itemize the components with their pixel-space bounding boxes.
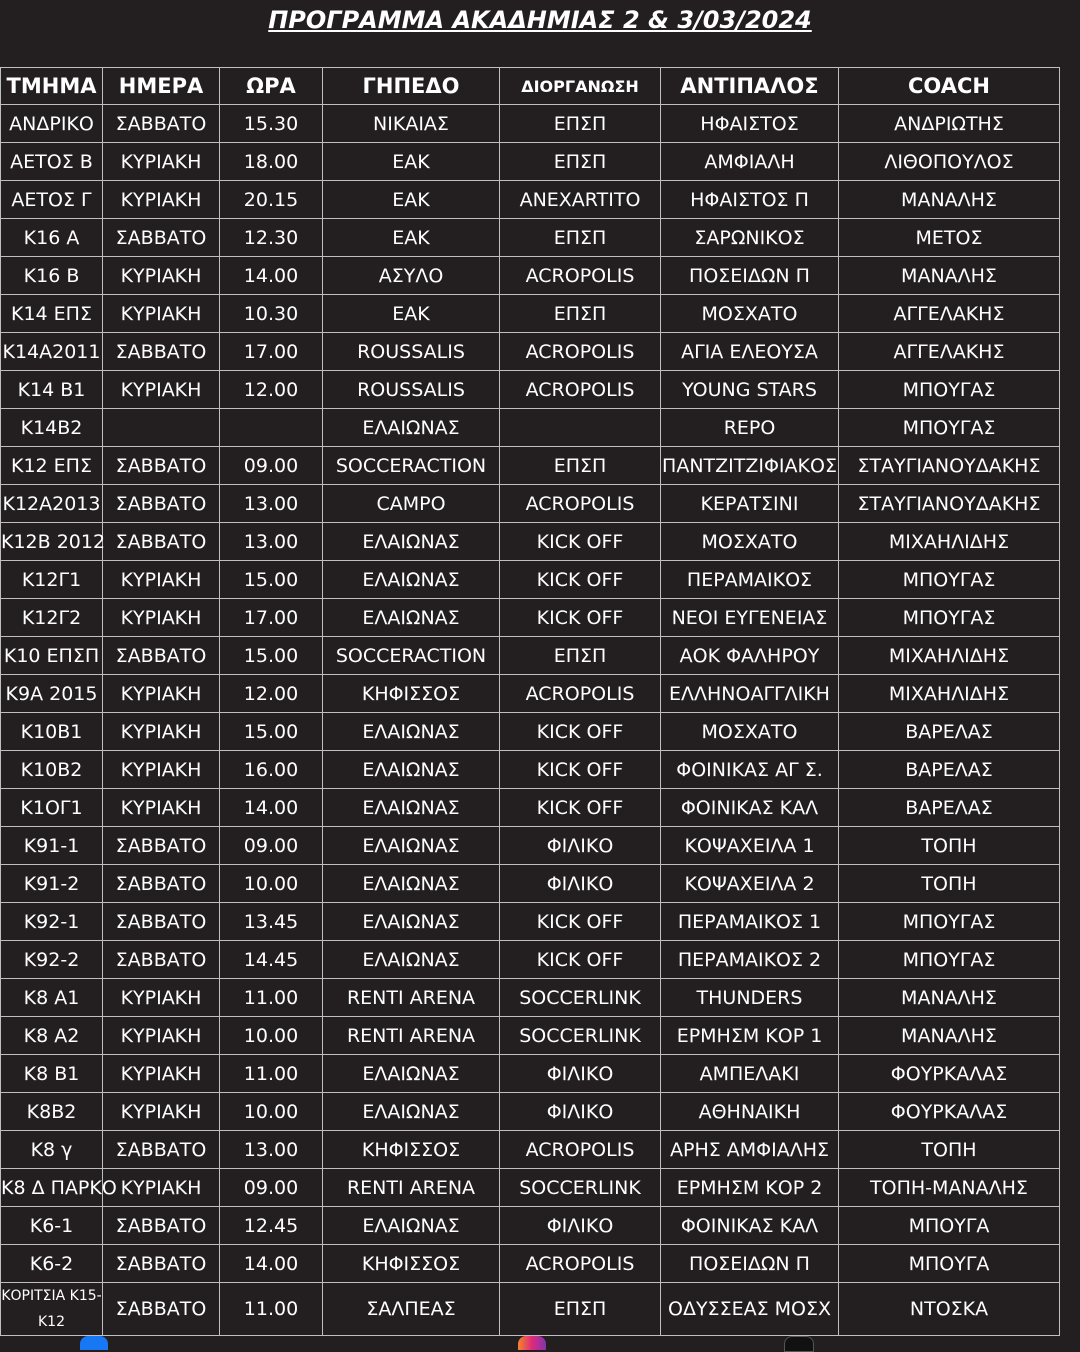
table-row xyxy=(1,1055,1060,1093)
opponent-cell: THUNDERS xyxy=(661,979,839,1017)
opponent-cell: ΦΟΙΝΙΚΑΣ ΑΓ Σ. xyxy=(661,751,839,789)
competition-cell: KICK OFF xyxy=(500,713,661,751)
competition-cell: ΕΠΣΠ xyxy=(500,219,661,257)
team-cell: Κ14Β2 xyxy=(1,409,103,447)
competition-cell: SOCCERLINK xyxy=(500,1017,661,1055)
venue-cell: ΕΑΚ xyxy=(323,219,500,257)
day-cell: ΣΑΒΒΑΤΟ xyxy=(103,1207,220,1245)
time-cell: 17.00 xyxy=(220,333,323,371)
table-row xyxy=(1,637,1060,675)
day-cell: ΣΑΒΒΑΤΟ xyxy=(103,637,220,675)
header-cell: ΑΝΤΙΠΑΛΟΣ xyxy=(661,68,839,105)
table-row xyxy=(1,941,1060,979)
venue-cell: ΕΛΑΙΩΝΑΣ xyxy=(323,941,500,979)
opponent-cell: ΚΟΨΑΧΕΙΛΑ 2 xyxy=(661,865,839,903)
time-cell: 10.00 xyxy=(220,1093,323,1131)
team-cell: Κ12Β 2012 xyxy=(1,523,103,561)
competition-cell: ACROPOLIS xyxy=(500,333,661,371)
competition-cell: ΕΠΣΠ xyxy=(500,105,661,143)
header-cell: COACH xyxy=(839,68,1060,105)
team-cell: Κ8 Α1 xyxy=(1,979,103,1017)
team-cell: Κ12 ΕΠΣ xyxy=(1,447,103,485)
competition-cell: ΦΙΛΙΚΟ xyxy=(500,1207,661,1245)
table-row xyxy=(1,979,1060,1017)
time-cell: 10.00 xyxy=(220,1017,323,1055)
time-cell: 11.00 xyxy=(220,1055,323,1093)
coach-cell: ΜΠΟΥΓΑΣ xyxy=(839,371,1060,409)
team-cell: ΑΕΤΟΣ Γ xyxy=(1,181,103,219)
time-cell: 10.30 xyxy=(220,295,323,333)
table-row xyxy=(1,1207,1060,1245)
venue-cell: ΚΗΦΙΣΣΟΣ xyxy=(323,1131,500,1169)
time-cell: 12.00 xyxy=(220,371,323,409)
team-cell: Κ16 Α xyxy=(1,219,103,257)
opponent-cell: ΕΡΜΗΣΜ ΚΟΡ 1 xyxy=(661,1017,839,1055)
opponent-cell: ΜΟΣΧΑΤΟ xyxy=(661,295,839,333)
coach-cell: ΜΑΝΑΛΗΣ xyxy=(839,181,1060,219)
venue-cell: ΕΛΑΙΩΝΑΣ xyxy=(323,1093,500,1131)
competition-cell: KICK OFF xyxy=(500,789,661,827)
table-row xyxy=(1,219,1060,257)
competition-cell: ACROPOLIS xyxy=(500,1131,661,1169)
competition-cell: ACROPOLIS xyxy=(500,485,661,523)
coach-cell: ΜΕΤΟΣ xyxy=(839,219,1060,257)
opponent-cell: ΗΦΑΙΣΤΟΣ Π xyxy=(661,181,839,219)
venue-cell: ΕΛΑΙΩΝΑΣ xyxy=(323,865,500,903)
competition-cell: ΑΝΕΧΑRTITO xyxy=(500,181,661,219)
competition-cell: ACROPOLIS xyxy=(500,1245,661,1283)
coach-cell: ΜΑΝΑΛΗΣ xyxy=(839,257,1060,295)
time-cell: 12.00 xyxy=(220,675,323,713)
table-row xyxy=(1,1169,1060,1207)
header-cell: ΓΗΠΕΔΟ xyxy=(323,68,500,105)
day-cell: ΚΥΡΙΑΚΗ xyxy=(103,295,220,333)
coach-cell: ΜΠΟΥΓΑΣ xyxy=(839,903,1060,941)
time-cell: 15.00 xyxy=(220,713,323,751)
competition-cell: KICK OFF xyxy=(500,941,661,979)
time-cell: 20.15 xyxy=(220,181,323,219)
time-cell: 09.00 xyxy=(220,827,323,865)
coach-cell: ΛΙΘΟΠΟΥΛΟΣ xyxy=(839,143,1060,181)
team-cell: Κ16 Β xyxy=(1,257,103,295)
time-cell: 15.00 xyxy=(220,561,323,599)
time-cell: 14.00 xyxy=(220,1245,323,1283)
table-row xyxy=(1,257,1060,295)
competition-cell: ΕΠΣΠ xyxy=(500,637,661,675)
coach-cell: ΜΠΟΥΓΑΣ xyxy=(839,941,1060,979)
opponent-cell: YOUNG STARS xyxy=(661,371,839,409)
coach-cell: ΤΟΠΗ xyxy=(839,865,1060,903)
table-row xyxy=(1,333,1060,371)
time-cell: 09.00 xyxy=(220,1169,323,1207)
opponent-cell: ΠΕΡΑΜΑΙΚΟΣ 1 xyxy=(661,903,839,941)
time-cell: 09.00 xyxy=(220,447,323,485)
time-cell xyxy=(220,409,323,447)
opponent-cell: ΜΟΣΧΑΤΟ xyxy=(661,523,839,561)
day-cell: ΣΑΒΒΑΤΟ xyxy=(103,333,220,371)
day-cell: ΣΑΒΒΑΤΟ xyxy=(103,865,220,903)
coach-cell: ΑΓΓΕΛΑΚΗΣ xyxy=(839,333,1060,371)
opponent-cell: ΣΑΡΩΝΙΚΟΣ xyxy=(661,219,839,257)
team-cell: ΚΟΡΙΤΣΙΑ Κ15-Κ12 xyxy=(1,1283,103,1336)
time-cell: 18.00 xyxy=(220,143,323,181)
team-cell: Κ12Α2013 xyxy=(1,485,103,523)
team-cell: Κ92-2 xyxy=(1,941,103,979)
day-cell: ΚΥΡΙΑΚΗ xyxy=(103,789,220,827)
team-cell: Κ12Γ2 xyxy=(1,599,103,637)
team-cell: Κ8 Δ ΠΑΡΚΟ xyxy=(1,1169,103,1207)
social-icons xyxy=(0,1336,1080,1350)
venue-cell: ΕΛΑΙΩΝΑΣ xyxy=(323,903,500,941)
coach-cell: ΜΠΟΥΓΑΣ xyxy=(839,561,1060,599)
coach-cell: ΒΑΡΕΛΑΣ xyxy=(839,751,1060,789)
table-row xyxy=(1,371,1060,409)
venue-cell: ΝΙΚΑΙΑΣ xyxy=(323,105,500,143)
coach-cell: ΤΟΠΗ xyxy=(839,827,1060,865)
header-cell: ΤΜΗΜΑ xyxy=(1,68,103,105)
venue-cell: ΕΛΑΙΩΝΑΣ xyxy=(323,599,500,637)
coach-cell: ΤΟΠΗ-ΜΑΝΑΛΗΣ xyxy=(839,1169,1060,1207)
venue-cell: SOCCERACTION xyxy=(323,637,500,675)
team-cell: Κ10 ΕΠΣΠ xyxy=(1,637,103,675)
competition-cell: ΦΙΛΙΚΟ xyxy=(500,865,661,903)
opponent-cell: ΦΟΙΝΙΚΑΣ ΚΑΛ xyxy=(661,789,839,827)
team-cell: Κ8Β2 xyxy=(1,1093,103,1131)
team-cell: Κ8 γ xyxy=(1,1131,103,1169)
time-cell: 12.30 xyxy=(220,219,323,257)
team-cell: Κ14 Β1 xyxy=(1,371,103,409)
opponent-cell: ΠΕΡΑΜΑΙΚΟΣ 2 xyxy=(661,941,839,979)
header-cell: ΩΡΑ xyxy=(220,68,323,105)
day-cell: ΚΥΡΙΑΚΗ xyxy=(103,143,220,181)
table-row xyxy=(1,561,1060,599)
time-cell: 10.00 xyxy=(220,865,323,903)
coach-cell: ΒΑΡΕΛΑΣ xyxy=(839,789,1060,827)
time-cell: 15.00 xyxy=(220,637,323,675)
competition-cell xyxy=(500,409,661,447)
venue-cell: ΕΛΑΙΩΝΑΣ xyxy=(323,561,500,599)
competition-cell: KICK OFF xyxy=(500,523,661,561)
competition-cell: KICK OFF xyxy=(500,751,661,789)
team-cell: ΑΝΔΡΙΚΟ xyxy=(1,105,103,143)
facebook-icon[interactable] xyxy=(80,1336,108,1350)
team-cell: Κ6-1 xyxy=(1,1207,103,1245)
header-row xyxy=(1,68,1060,105)
table-row xyxy=(1,1245,1060,1283)
venue-cell: ΚΗΦΙΣΣΟΣ xyxy=(323,1245,500,1283)
competition-cell: ΦΙΛΙΚΟ xyxy=(500,1093,661,1131)
competition-cell: KICK OFF xyxy=(500,903,661,941)
day-cell: ΚΥΡΙΑΚΗ xyxy=(103,1017,220,1055)
team-cell: Κ8 Β1 xyxy=(1,1055,103,1093)
team-cell: Κ10Β2 xyxy=(1,751,103,789)
coach-cell: ΜΑΝΑΛΗΣ xyxy=(839,1017,1060,1055)
day-cell: ΣΑΒΒΑΤΟ xyxy=(103,219,220,257)
day-cell: ΣΑΒΒΑΤΟ xyxy=(103,485,220,523)
team-cell: Κ91-1 xyxy=(1,827,103,865)
venue-cell: ΕΛΑΙΩΝΑΣ xyxy=(323,751,500,789)
venue-cell: ΕΛΑΙΩΝΑΣ xyxy=(323,1207,500,1245)
coach-cell: ΑΓΓΕΛΑΚΗΣ xyxy=(839,295,1060,333)
competition-cell: ΦΙΛΙΚΟ xyxy=(500,1055,661,1093)
coach-cell: ΤΟΠΗ xyxy=(839,1131,1060,1169)
day-cell: ΚΥΡΙΑΚΗ xyxy=(103,979,220,1017)
opponent-cell: ΚΕΡΑΤΣΙΝΙ xyxy=(661,485,839,523)
opponent-cell: ΚΟΨΑΧΕΙΛΑ 1 xyxy=(661,827,839,865)
coach-cell: ΦΟΥΡΚΑΛΑΣ xyxy=(839,1055,1060,1093)
day-cell: ΚΥΡΙΑΚΗ xyxy=(103,181,220,219)
venue-cell: ΕΛΑΙΩΝΑΣ xyxy=(323,1055,500,1093)
table-row xyxy=(1,1017,1060,1055)
opponent-cell: ΠΟΣΕΙΔΩΝ Π xyxy=(661,257,839,295)
day-cell: ΚΥΡΙΑΚΗ xyxy=(103,1055,220,1093)
day-cell: ΣΑΒΒΑΤΟ xyxy=(103,1245,220,1283)
venue-cell: SOCCERACTION xyxy=(323,447,500,485)
team-cell: Κ12Γ1 xyxy=(1,561,103,599)
day-cell: ΣΑΒΒΑΤΟ xyxy=(103,1131,220,1169)
venue-cell: ΕΛΑΙΩΝΑΣ xyxy=(323,409,500,447)
competition-cell: KICK OFF xyxy=(500,561,661,599)
coach-cell: ΜΠΟΥΓΑΣ xyxy=(839,599,1060,637)
venue-cell: ΕΑΚ xyxy=(323,295,500,333)
opponent-cell: ΜΟΣΧΑΤΟ xyxy=(661,713,839,751)
tiktok-icon[interactable] xyxy=(784,1336,814,1352)
competition-cell: ACROPOLIS xyxy=(500,675,661,713)
venue-cell: RENTI ARENA xyxy=(323,1169,500,1207)
day-cell: ΚΥΡΙΑΚΗ xyxy=(103,561,220,599)
opponent-cell: ΑΘΗΝΑΙΚΗ xyxy=(661,1093,839,1131)
day-cell: ΣΑΒΒΑΤΟ xyxy=(103,105,220,143)
coach-cell: ΝΤΟΣΚΑ xyxy=(839,1283,1060,1336)
coach-cell: ΒΑΡΕΛΑΣ xyxy=(839,713,1060,751)
day-cell: ΚΥΡΙΑΚΗ xyxy=(103,371,220,409)
time-cell: 12.45 xyxy=(220,1207,323,1245)
day-cell: ΣΑΒΒΑΤΟ xyxy=(103,903,220,941)
venue-cell: ΑΣΥΛΟ xyxy=(323,257,500,295)
time-cell: 11.00 xyxy=(220,1283,323,1336)
competition-cell: ΦΙΛΙΚΟ xyxy=(500,827,661,865)
day-cell: ΣΑΒΒΑΤΟ xyxy=(103,523,220,561)
opponent-cell: ΕΛΛΗΝΟΑΓΓΛΙΚΗ xyxy=(661,675,839,713)
coach-cell: ΜΙΧΑΗΛΙΔΗΣ xyxy=(839,637,1060,675)
table-row xyxy=(1,599,1060,637)
table-row xyxy=(1,713,1060,751)
time-cell: 14.00 xyxy=(220,257,323,295)
coach-cell: ΣΤΑΥΓΙΑΝΟΥΔΑΚΗΣ xyxy=(839,447,1060,485)
competition-cell: ΕΠΣΠ xyxy=(500,447,661,485)
day-cell: ΚΥΡΙΑΚΗ xyxy=(103,599,220,637)
competition-cell: ΕΠΣΠ xyxy=(500,1283,661,1336)
page-title: ΠΡΟΓΡΑΜΜΑ ΑΚΑΔΗΜΙΑΣ 2 & 3/03/2024 xyxy=(268,6,812,34)
table-row xyxy=(1,789,1060,827)
opponent-cell: ΝΕΟΙ ΕΥΓΕΝΕΙΑΣ xyxy=(661,599,839,637)
day-cell: ΚΥΡΙΑΚΗ xyxy=(103,675,220,713)
header-cell: ΗΜΕΡΑ xyxy=(103,68,220,105)
team-cell: Κ9Α 2015 xyxy=(1,675,103,713)
venue-cell: ROUSSALIS xyxy=(323,371,500,409)
opponent-cell: ΠΕΡΑΜΑΙΚΟΣ xyxy=(661,561,839,599)
venue-cell: RENTI ARENA xyxy=(323,1017,500,1055)
day-cell: ΣΑΒΒΑΤΟ xyxy=(103,941,220,979)
team-cell: Κ92-1 xyxy=(1,903,103,941)
opponent-cell: ΦΟΙΝΙΚΑΣ ΚΑΛ xyxy=(661,1207,839,1245)
team-cell: Κ14Α2011 xyxy=(1,333,103,371)
coach-cell: ΑΝΔΡΙΩΤΗΣ xyxy=(839,105,1060,143)
table-row xyxy=(1,903,1060,941)
venue-cell: RENTI ARENA xyxy=(323,979,500,1017)
opponent-cell: ΗΦΑΙΣΤΟΣ xyxy=(661,105,839,143)
time-cell: 13.00 xyxy=(220,523,323,561)
opponent-cell: REPO xyxy=(661,409,839,447)
coach-cell: ΜΠΟΥΓΑ xyxy=(839,1207,1060,1245)
table-row xyxy=(1,181,1060,219)
coach-cell: ΦΟΥΡΚΑΛΑΣ xyxy=(839,1093,1060,1131)
opponent-cell: ΠΑΝΤΖΙΤΖΙΦΙΑΚΟΣ xyxy=(661,447,839,485)
day-cell: ΣΑΒΒΑΤΟ xyxy=(103,447,220,485)
time-cell: 13.45 xyxy=(220,903,323,941)
day-cell: ΚΥΡΙΑΚΗ xyxy=(103,751,220,789)
table-row xyxy=(1,447,1060,485)
day-cell: ΚΥΡΙΑΚΗ xyxy=(103,713,220,751)
competition-cell: ΕΠΣΠ xyxy=(500,295,661,333)
venue-cell: CAMPO xyxy=(323,485,500,523)
day-cell xyxy=(103,409,220,447)
opponent-cell: ΕΡΜΗΣΜ ΚΟΡ 2 xyxy=(661,1169,839,1207)
competition-cell: SOCCERLINK xyxy=(500,979,661,1017)
opponent-cell: ΑΜΦΙΑΛΗ xyxy=(661,143,839,181)
coach-cell: ΜΙΧΑΗΛΙΔΗΣ xyxy=(839,675,1060,713)
table-row xyxy=(1,485,1060,523)
table-row xyxy=(1,409,1060,447)
time-cell: 17.00 xyxy=(220,599,323,637)
opponent-cell: ΑΜΠΕΛΑΚΙ xyxy=(661,1055,839,1093)
venue-cell: ΚΗΦΙΣΣΟΣ xyxy=(323,675,500,713)
team-cell: Κ8 Α2 xyxy=(1,1017,103,1055)
coach-cell: ΜΠΟΥΓΑ xyxy=(839,1245,1060,1283)
table-row xyxy=(1,751,1060,789)
time-cell: 14.45 xyxy=(220,941,323,979)
table-row xyxy=(1,1093,1060,1131)
team-cell: Κ1ΟΓ1 xyxy=(1,789,103,827)
day-cell: ΣΑΒΒΑΤΟ xyxy=(103,1283,220,1336)
opponent-cell: ΟΔΥΣΣΕΑΣ ΜΟΣΧ xyxy=(661,1283,839,1336)
table-row xyxy=(1,295,1060,333)
opponent-cell: ΠΟΣΕΙΔΩΝ Π xyxy=(661,1245,839,1283)
table-row xyxy=(1,675,1060,713)
day-cell: ΚΥΡΙΑΚΗ xyxy=(103,1093,220,1131)
venue-cell: ΣΑΛΠΕΑΣ xyxy=(323,1283,500,1336)
competition-cell: ACROPOLIS xyxy=(500,257,661,295)
opponent-cell: ΑΡΗΣ ΑΜΦΙΑΛΗΣ xyxy=(661,1131,839,1169)
day-cell: ΣΑΒΒΑΤΟ xyxy=(103,827,220,865)
table-row xyxy=(1,105,1060,143)
coach-cell: ΜΠΟΥΓΑΣ xyxy=(839,409,1060,447)
venue-cell: ΕΛΑΙΩΝΑΣ xyxy=(323,713,500,751)
opponent-cell: ΑΓΙΑ ΕΛΕΟΥΣΑ xyxy=(661,333,839,371)
instagram-icon[interactable] xyxy=(518,1336,546,1350)
team-cell: Κ6-2 xyxy=(1,1245,103,1283)
competition-cell: KICK OFF xyxy=(500,599,661,637)
time-cell: 15.30 xyxy=(220,105,323,143)
competition-cell: ΕΠΣΠ xyxy=(500,143,661,181)
venue-cell: ΕΑΚ xyxy=(323,181,500,219)
time-cell: 13.00 xyxy=(220,1131,323,1169)
team-cell: Κ10Β1 xyxy=(1,713,103,751)
table-row xyxy=(1,143,1060,181)
coach-cell: ΜΙΧΑΗΛΙΔΗΣ xyxy=(839,523,1060,561)
venue-cell: ROUSSALIS xyxy=(323,333,500,371)
schedule-table xyxy=(0,67,1060,1336)
coach-cell: ΣΤΑΥΓΙΑΝΟΥΔΑΚΗΣ xyxy=(839,485,1060,523)
day-cell: ΚΥΡΙΑΚΗ xyxy=(103,257,220,295)
venue-cell: ΕΛΑΙΩΝΑΣ xyxy=(323,789,500,827)
venue-cell: ΕΛΑΙΩΝΑΣ xyxy=(323,827,500,865)
team-cell: ΑΕΤΟΣ Β xyxy=(1,143,103,181)
coach-cell: ΜΑΝΑΛΗΣ xyxy=(839,979,1060,1017)
table-row xyxy=(1,523,1060,561)
table-row xyxy=(1,1131,1060,1169)
time-cell: 13.00 xyxy=(220,485,323,523)
venue-cell: ΕΛΑΙΩΝΑΣ xyxy=(323,523,500,561)
competition-cell: ACROPOLIS xyxy=(500,371,661,409)
opponent-cell: ΑΟΚ ΦΑΛΗΡΟΥ xyxy=(661,637,839,675)
competition-cell: SOCCERLINK xyxy=(500,1169,661,1207)
time-cell: 11.00 xyxy=(220,979,323,1017)
header-cell: ΔΙΟΡΓΑΝΩΣΗ xyxy=(500,68,661,105)
day-cell: ΚΥΡΙΑΚΗ xyxy=(103,1169,220,1207)
time-cell: 14.00 xyxy=(220,789,323,827)
time-cell: 16.00 xyxy=(220,751,323,789)
table-row xyxy=(1,1283,1060,1336)
team-cell: Κ14 ΕΠΣ xyxy=(1,295,103,333)
table-row xyxy=(1,865,1060,903)
venue-cell: ΕΑΚ xyxy=(323,143,500,181)
table-row xyxy=(1,827,1060,865)
team-cell: Κ91-2 xyxy=(1,865,103,903)
